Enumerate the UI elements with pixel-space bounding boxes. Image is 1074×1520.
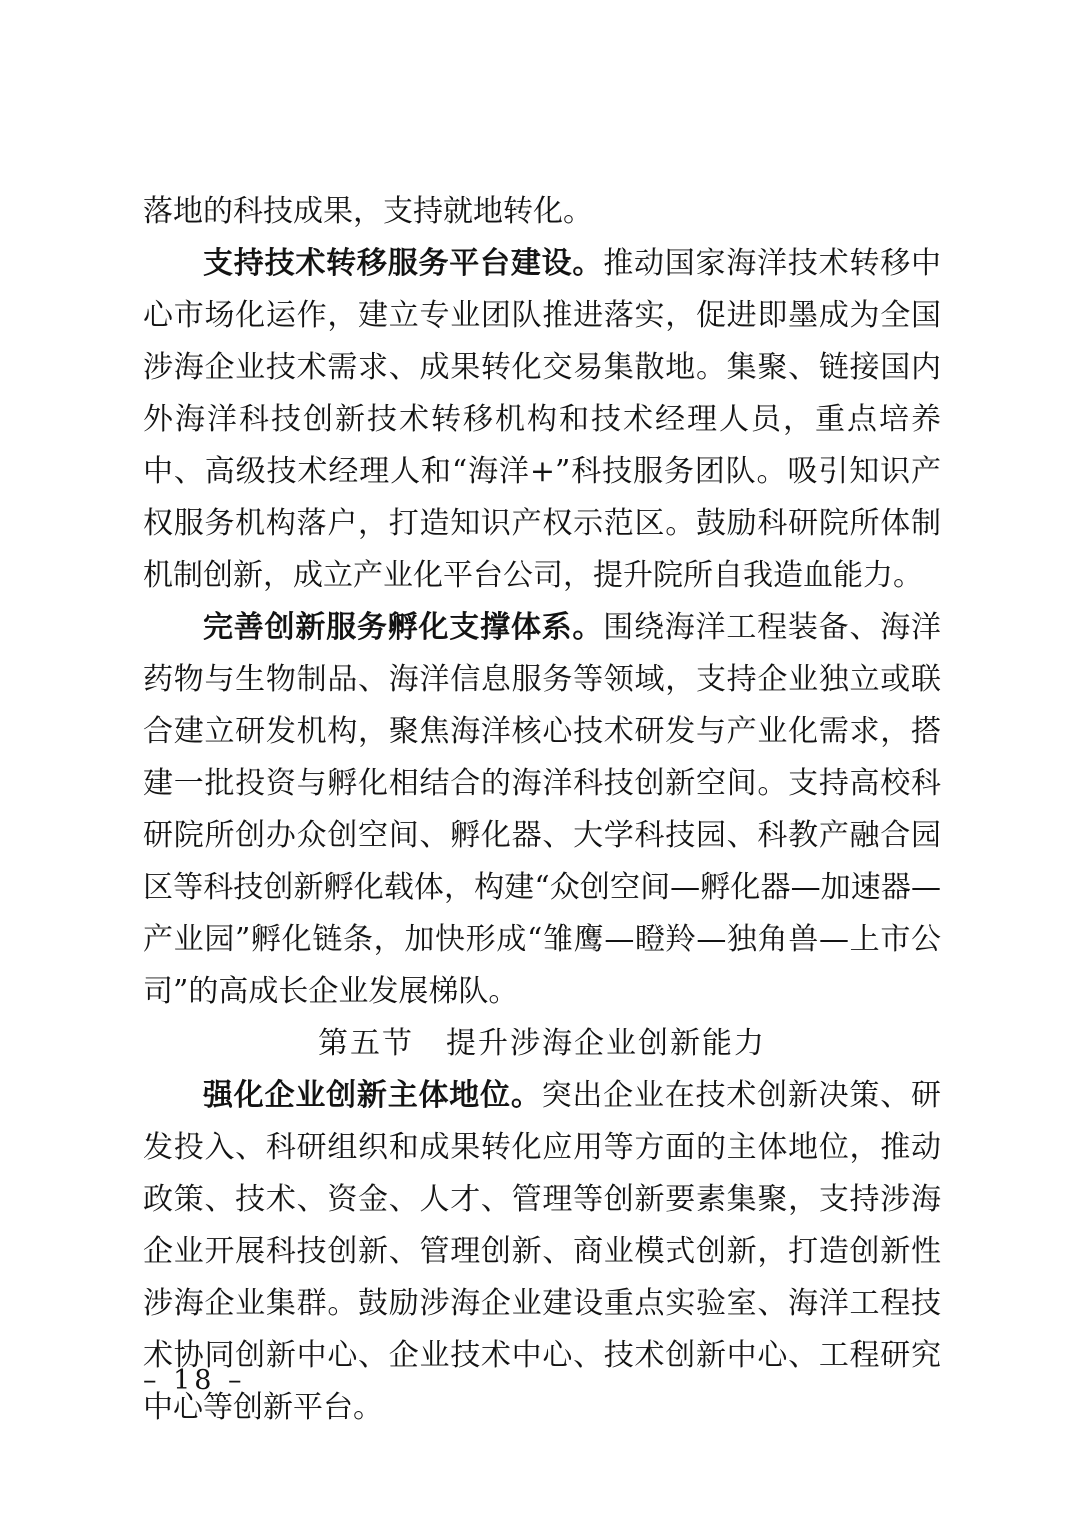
body-paragraph (143, 602, 941, 1018)
paragraph-text: 围绕海洋工程装备、海洋药物与生物制品、海洋信息服务等领域，支持企业独立或联合建立研发机构，聚焦海洋核心技术研发与产业化需求，搭建一批投资与孵化相结合的海洋科技创新空间。支持高校科研院所创办众创空间、孵化器、大学科技园、科教产融合园区等科技创新孵化载体，构建“众创空间—孵化器—加速器—产业园”孵化链条，加快形成“雏鹰—瞪羚—独角兽—上市公司”的高成长企业发展梯队。 (143, 610, 942, 1009)
paragraph-text: 推动国家海洋技术转移中心市场化运作，建立专业团队推进落实，促进即墨成为全国涉海企业技术需求、成果转化交易集散地。集聚、链接国内外海洋科技创新技术转移机构和技术经理人员，重点培养中、高级技术经理人和“海洋+”科技服务团队。吸引知识产权服务机构落户，打造知识产权示范区。鼓励科研院所体制机制创新，成立产业化平台公司，提升院所自我造血能力。 (143, 246, 942, 593)
page-number: – 18 – (143, 1365, 246, 1396)
section-heading: 第五节 提升涉海企业创新能力 (318, 1026, 766, 1061)
body-paragraph (143, 238, 941, 602)
paragraph-lead: 强化企业创新主体地位。 (203, 1078, 542, 1113)
body-paragraph (143, 1070, 941, 1434)
paragraph-lead: 支持技术转移服务平台建设。 (203, 246, 604, 281)
paragraph-text: 落地的科技成果，支持就地转化。 (143, 194, 593, 229)
body-paragraph (143, 186, 941, 238)
document-body (143, 186, 941, 1434)
paragraph-text: 突出企业在技术创新决策、研发投入、科研组织和成果转化应用等方面的主体地位，推动政策、技术、资金、人才、管理等创新要素集聚，支持涉海企业开展科技创新、管理创新、商业模式创新，打造创新性涉海企业集群。鼓励涉海企业建设重点实验室、海洋工程技术协同创新中心、企业技术中心、技术创新中心、工程研究中心等创新平台。 (143, 1078, 942, 1425)
paragraph-lead: 完善创新服务孵化支撑体系。 (203, 610, 604, 645)
